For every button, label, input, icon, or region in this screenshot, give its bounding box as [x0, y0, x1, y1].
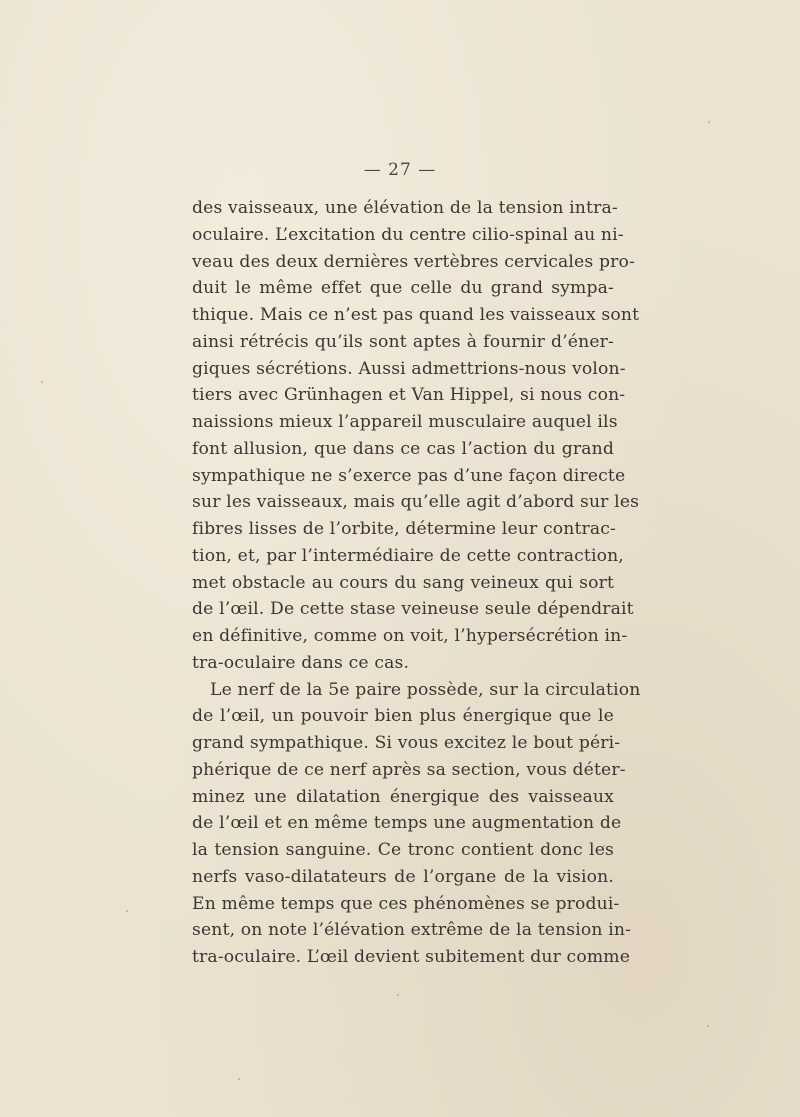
text-line: thique. Mais ce n’est pas quand les vaisseaux sont: [192, 305, 640, 325]
text-line: tion, et, par l’intermédiaire de cette contraction,: [192, 545, 624, 566]
text-line: de l’œil, un pouvoir bien plus énergique que le: [192, 706, 614, 727]
text-line: des vaisseaux, une élévation de la tension intra-: [192, 198, 618, 218]
text-line: naissions mieux l’appareil musculaire auquel ils: [192, 412, 618, 432]
text-line: la tension sanguine. Ce tronc contient donc les: [192, 840, 614, 860]
text-line: de l’œil. De cette stase veineuse seule dépendrait: [192, 599, 634, 620]
text-line: giques sécrétions. Aussi admettrions-nous volon-: [192, 358, 626, 379]
text-line: grand sympathique. Si vous excitez le bout péri-: [192, 733, 621, 753]
paper-speck: [707, 1025, 709, 1027]
page-number: — 27 —: [363, 160, 437, 180]
text-line: En même temps que ces phénomènes se produi-: [192, 893, 620, 914]
body-text: [192, 195, 641, 971]
text-line: tra-oculaire. L’œil devient subitement dur comme: [192, 947, 631, 967]
text-line: duit le même effet que celle du grand sympa-: [192, 278, 614, 299]
text-line: sur les vaisseaux, mais qu’elle agit d’abord sur les: [192, 492, 640, 513]
paper-speck: [603, 845, 605, 847]
text-line: tiers avec Grünhagen et Van Hippel, si nous con-: [192, 385, 626, 406]
text-line: veau des deux dernières vertèbres cervicales pro-: [192, 251, 635, 272]
paper-speck: [238, 1078, 240, 1080]
text-line: de l’œil et en même temps une augmentation de: [192, 813, 622, 834]
text-line: tra-oculaire dans ce cas.: [192, 652, 410, 673]
text-line: minez une dilatation énergique des vaisseaux: [192, 786, 614, 807]
paper-speck: [397, 994, 399, 996]
text-line: sympathique ne s’exerce pas d’une façon directe: [192, 465, 626, 486]
paper-speck: [41, 381, 43, 383]
text-line: en définitive, comme on voit, l’hypersécrétion in-: [192, 626, 628, 646]
text-line: Le nerf de la 5e paire possède, sur la circulation: [210, 679, 641, 700]
text-line: font allusion, que dans ce cas l’action du grand: [192, 438, 614, 459]
text-line: phérique de ce nerf après sa section, vous déter-: [192, 759, 626, 780]
paper-speck: [126, 910, 128, 912]
text-line: nerfs vaso-dilatateurs de l’organe de la vision.: [192, 866, 614, 887]
text-line: fibres lisses de l’orbite, détermine leur contrac-: [192, 519, 617, 539]
text-line: met obstacle au cours du sang veineux qui sort: [192, 572, 614, 593]
paper-speck: [708, 121, 710, 123]
text-line: oculaire. L’excitation du centre cilio-spinal au ni-: [192, 224, 624, 245]
text-line: sent, on note l’élévation extrême de la tension in-: [192, 920, 632, 941]
text-line: ainsi rétrécis qu’ils sont aptes à fournir d’éner-: [192, 331, 614, 352]
